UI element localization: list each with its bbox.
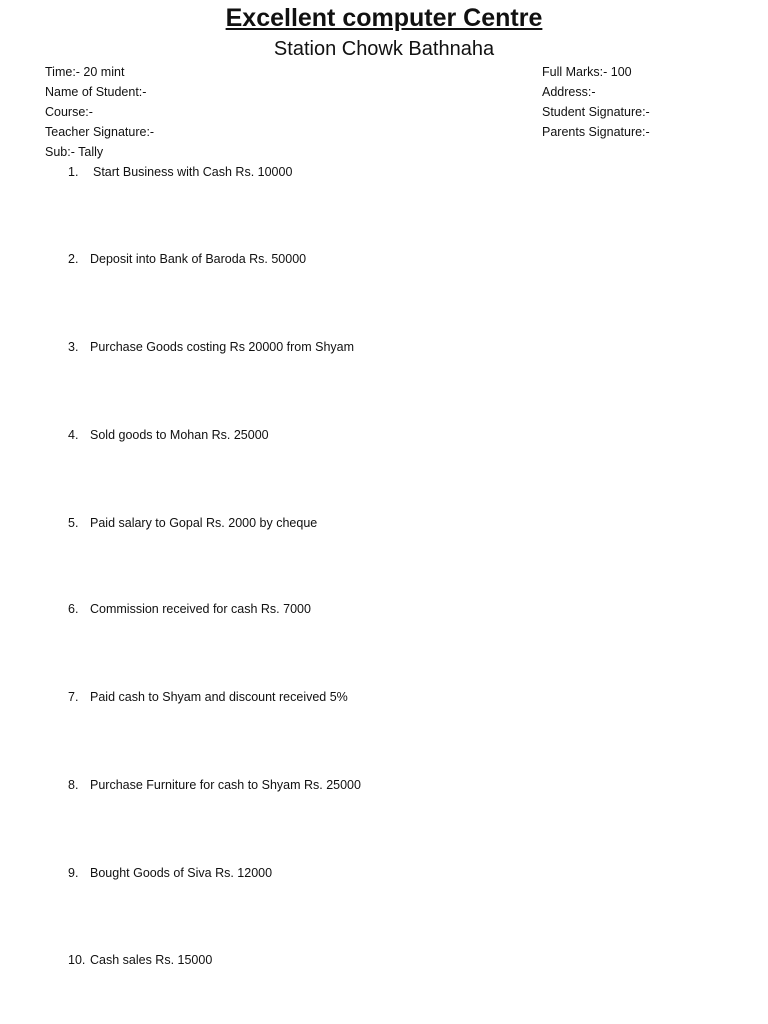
question-number: 8. bbox=[68, 778, 79, 792]
question-text: Start Business with Cash Rs. 10000 bbox=[93, 165, 293, 179]
question-number: 3. bbox=[68, 340, 79, 354]
question-text: Paid salary to Gopal Rs. 2000 by cheque bbox=[90, 516, 318, 530]
student-name-label: Name of Student:- bbox=[45, 85, 147, 99]
question-number: 9. bbox=[68, 866, 79, 880]
question-item bbox=[68, 514, 317, 532]
question-number: 2. bbox=[68, 252, 79, 266]
question-text: Bought Goods of Siva Rs. 12000 bbox=[90, 866, 273, 880]
question-number: 6. bbox=[68, 602, 79, 616]
question-number: 7. bbox=[68, 690, 79, 704]
subject-label: Sub:- Tally bbox=[45, 145, 104, 159]
question-text: Cash sales Rs. 15000 bbox=[90, 953, 213, 967]
question-text: Purchase Goods costing Rs 20000 from Shyam bbox=[90, 340, 355, 354]
page-title: Excellent computer Centre bbox=[225, 4, 543, 32]
question-text: Commission received for cash Rs. 7000 bbox=[90, 602, 311, 616]
question-item bbox=[68, 776, 361, 794]
question-item bbox=[68, 951, 212, 969]
question-number: 5. bbox=[68, 516, 79, 530]
question-item bbox=[68, 600, 311, 618]
question-item bbox=[68, 426, 269, 444]
parents-signature-label: Parents Signature:- bbox=[542, 125, 650, 139]
course-label: Course:- bbox=[45, 105, 93, 119]
question-number: 10. bbox=[68, 953, 86, 967]
question-item bbox=[68, 864, 272, 882]
address-label: Address:- bbox=[542, 85, 596, 99]
full-marks-label: Full Marks:- 100 bbox=[542, 65, 632, 79]
question-text: Sold goods to Mohan Rs. 25000 bbox=[90, 428, 269, 442]
teacher-signature-label: Teacher Signature:- bbox=[45, 125, 155, 139]
question-item bbox=[68, 338, 354, 356]
question-number: 4. bbox=[68, 428, 79, 442]
question-number: 1. bbox=[68, 165, 79, 179]
question-item bbox=[68, 688, 348, 706]
question-item bbox=[68, 250, 306, 268]
question-text: Purchase Furniture for cash to Shyam Rs. 25000 bbox=[90, 778, 361, 792]
time-label: Time:- 20 mint bbox=[45, 65, 125, 79]
question-item bbox=[68, 163, 292, 181]
question-text: Deposit into Bank of Baroda Rs. 50000 bbox=[90, 252, 307, 266]
question-text: Paid cash to Shyam and discount received 5% bbox=[90, 690, 348, 704]
page-subtitle: Station Chowk Bathnaha bbox=[273, 38, 495, 60]
student-signature-label: Student Signature:- bbox=[542, 105, 650, 119]
